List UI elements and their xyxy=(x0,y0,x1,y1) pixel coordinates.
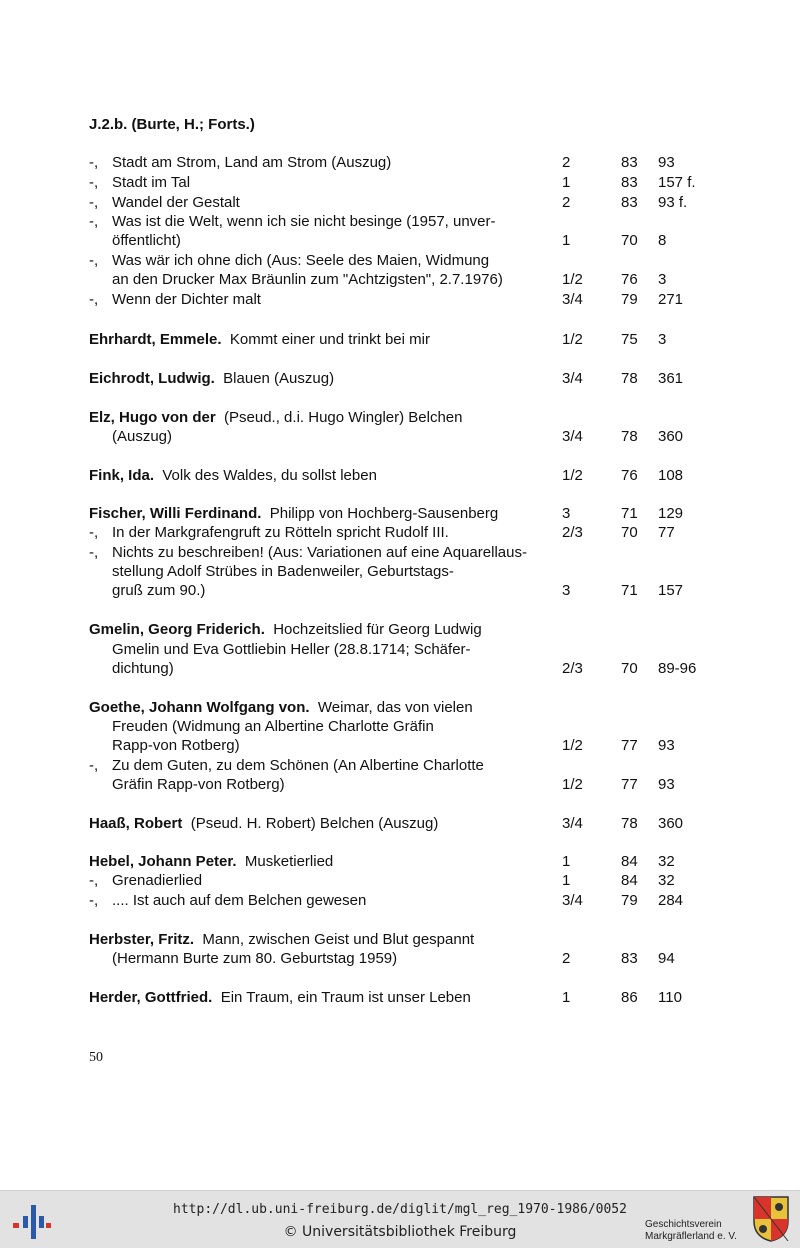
title-text: gruß zum 90.) xyxy=(112,582,206,599)
author-name: Gmelin, Georg Friderich. xyxy=(89,621,265,638)
issue-number: 1/2 xyxy=(562,331,583,348)
entry-row xyxy=(89,581,729,601)
entry-text xyxy=(89,330,430,350)
issue-number: 1/2 xyxy=(562,737,583,754)
entry-text xyxy=(89,408,462,428)
entry-text xyxy=(89,193,240,213)
entry-row xyxy=(89,543,729,563)
issue-number: 1 xyxy=(562,872,571,889)
volume-number: 79 xyxy=(621,892,638,909)
entry-text xyxy=(112,640,471,660)
entry-text xyxy=(89,620,482,640)
page-reference: 360 xyxy=(658,428,684,445)
title-text: Zu dem Guten, zu dem Schönen (An Albertine Charlotte xyxy=(112,757,484,774)
title-text: Kommt einer und trinkt bei mir xyxy=(229,331,430,348)
issue-number: 2 xyxy=(562,950,571,967)
entry-row xyxy=(89,756,729,776)
page-reference: 157 f. xyxy=(658,174,696,191)
author-name: Elz, Hugo von der xyxy=(89,409,216,426)
page-reference: 8 xyxy=(658,232,667,249)
entry-row xyxy=(89,270,729,290)
page-reference: 93 xyxy=(658,154,675,171)
title-text: Ein Traum, ein Traum ist unser Leben xyxy=(220,989,471,1006)
page-reference: 284 xyxy=(658,892,684,909)
section-heading: J.2.b. (Burte, H.; Forts.) xyxy=(89,116,255,133)
entry-text xyxy=(112,775,285,795)
entry-text xyxy=(89,290,261,310)
dash-prefix: -, xyxy=(89,154,99,171)
entry-row xyxy=(89,290,729,310)
entry-text xyxy=(89,466,377,486)
title-text: Volk des Waldes, du sollst leben xyxy=(162,467,377,484)
entry-row xyxy=(89,640,729,660)
entry-row xyxy=(89,212,729,232)
issue-number: 1/2 xyxy=(562,467,583,484)
entry-text xyxy=(89,523,449,543)
entry-row xyxy=(89,251,729,271)
issue-number: 3/4 xyxy=(562,370,583,387)
issue-number: 1 xyxy=(562,989,571,1006)
coat-of-arms-icon xyxy=(752,1195,790,1243)
entry-text xyxy=(89,212,496,232)
entry-text xyxy=(112,231,181,251)
title-text: Blauen (Auszug) xyxy=(223,370,335,387)
entry-text xyxy=(89,988,471,1008)
entry-row xyxy=(89,620,729,640)
page-reference: 32 xyxy=(658,853,675,870)
dash-prefix: -, xyxy=(89,757,99,774)
dash-prefix: -, xyxy=(89,213,99,230)
page-reference: 129 xyxy=(658,505,684,522)
author-name: Fink, Ida. xyxy=(89,467,155,484)
volume-number: 78 xyxy=(621,370,638,387)
issue-number: 1/2 xyxy=(562,271,583,288)
issue-number: 2/3 xyxy=(562,660,583,677)
title-text: Gräfin Rapp-von Rotberg) xyxy=(112,776,285,793)
volume-number: 76 xyxy=(621,467,638,484)
issue-number: 3 xyxy=(562,582,571,599)
entry-row xyxy=(89,852,729,872)
volume-number: 78 xyxy=(621,428,638,445)
page-reference: 361 xyxy=(658,370,684,387)
page-reference: 94 xyxy=(658,950,675,967)
title-text: Was ist die Welt, wenn ich sie nicht besinge (1957, unver- xyxy=(112,213,496,230)
entry-row xyxy=(89,369,729,389)
entry-text xyxy=(112,717,434,737)
entry-text xyxy=(89,251,489,271)
page-reference: 93 xyxy=(658,776,675,793)
volume-number: 83 xyxy=(621,174,638,191)
title-text: Nichts zu beschreiben! (Aus: Variationen auf eine Aquarellaus- xyxy=(112,544,527,561)
entry-row xyxy=(89,562,729,582)
title-text: Stadt im Tal xyxy=(112,174,191,191)
society-line-1: Geschichtsverein xyxy=(645,1219,722,1230)
entry-row xyxy=(89,698,729,718)
author-name: Ehrhardt, Emmele. xyxy=(89,331,222,348)
author-name: Herbster, Fritz. xyxy=(89,931,195,948)
issue-number: 3 xyxy=(562,505,571,522)
entry-text xyxy=(112,427,172,447)
entry-row xyxy=(89,427,729,447)
title-text: (Auszug) xyxy=(112,428,173,445)
title-text: Philipp von Hochberg-Sausenberg xyxy=(269,505,499,522)
entry-row xyxy=(89,523,729,543)
title-text: Wenn der Dichter malt xyxy=(112,291,261,308)
page-reference: 3 xyxy=(658,271,667,288)
volume-number: 70 xyxy=(621,232,638,249)
entry-row xyxy=(89,891,729,911)
volume-number: 86 xyxy=(621,989,638,1006)
entry-text xyxy=(112,562,454,582)
title-text: stellung Adolf Strübes in Badenweiler, Geburtstags- xyxy=(112,563,454,580)
title-text: (Pseud., d.i. Hugo Wingler) Belchen xyxy=(224,409,463,426)
entry-row xyxy=(89,988,729,1008)
title-text: Wandel der Gestalt xyxy=(112,194,240,211)
title-text: an den Drucker Max Bräunlin zum "Achtzigsten", 2.7.1976) xyxy=(112,271,503,288)
entry-row xyxy=(89,504,729,524)
entry-text xyxy=(89,504,498,524)
document-url-link[interactable]: http://dl.ub.uni-freiburg.de/diglit/mgl_reg_1970-1986/0052 xyxy=(173,1202,627,1217)
issue-number: 1 xyxy=(562,174,571,191)
entry-text xyxy=(89,153,391,173)
entry-row xyxy=(89,153,729,173)
title-text: Rapp-von Rotberg) xyxy=(112,737,240,754)
dash-prefix: -, xyxy=(89,524,99,541)
entry-row xyxy=(89,871,729,891)
page-reference: 32 xyxy=(658,872,675,889)
volume-number: 70 xyxy=(621,660,638,677)
entry-row xyxy=(89,173,729,193)
entry-text xyxy=(89,369,334,389)
issue-number: 2/3 xyxy=(562,524,583,541)
entry-text xyxy=(112,270,503,290)
entry-row xyxy=(89,193,729,213)
page-number: 50 xyxy=(89,1050,103,1065)
volume-number: 70 xyxy=(621,524,638,541)
entry-text xyxy=(89,871,202,891)
title-text: dichtung) xyxy=(112,660,174,677)
volume-number: 84 xyxy=(621,872,638,889)
dash-prefix: -, xyxy=(89,291,99,308)
dash-prefix: -, xyxy=(89,174,99,191)
issue-number: 3/4 xyxy=(562,428,583,445)
issue-number: 1 xyxy=(562,853,571,870)
page-reference: 89-96 xyxy=(658,660,697,677)
page-reference: 271 xyxy=(658,291,684,308)
dash-prefix: -, xyxy=(89,892,99,909)
entry-text xyxy=(89,756,484,776)
title-text: Weimar, das von vielen xyxy=(317,699,473,716)
issue-number: 2 xyxy=(562,194,571,211)
entry-row xyxy=(89,814,729,834)
entry-text xyxy=(89,543,527,563)
author-name: Eichrodt, Ludwig. xyxy=(89,370,215,387)
title-text: In der Markgrafengruft zu Rötteln spricht Rudolf III. xyxy=(112,524,449,541)
viewer-footer xyxy=(0,1190,800,1248)
issue-number: 3/4 xyxy=(562,815,583,832)
dash-prefix: -, xyxy=(89,252,99,269)
entry-row xyxy=(89,466,729,486)
volume-number: 83 xyxy=(621,154,638,171)
volume-number: 71 xyxy=(621,505,638,522)
title-text: Mann, zwischen Geist und Blut gespannt xyxy=(202,931,475,948)
page-reference: 93 xyxy=(658,737,675,754)
author-name: Fischer, Willi Ferdinand. xyxy=(89,505,262,522)
volume-number: 77 xyxy=(621,737,638,754)
title-text: Hochzeitslied für Georg Ludwig xyxy=(273,621,482,638)
entry-text xyxy=(89,930,474,950)
entry-row xyxy=(89,408,729,428)
page-reference: 93 f. xyxy=(658,194,688,211)
dash-prefix: -, xyxy=(89,872,99,889)
page-reference: 157 xyxy=(658,582,684,599)
page-reference: 3 xyxy=(658,331,667,348)
entry-row xyxy=(89,949,729,969)
entry-text xyxy=(89,852,333,872)
copyright-text: © Universitätsbibliothek Freiburg xyxy=(283,1224,517,1240)
title-text: (Hermann Burte zum 80. Geburtstag 1959) xyxy=(112,950,398,967)
entry-row xyxy=(89,736,729,756)
title-text: Stadt am Strom, Land am Strom (Auszug) xyxy=(112,154,392,171)
volume-number: 83 xyxy=(621,194,638,211)
entry-text xyxy=(89,173,190,193)
author-name: Goethe, Johann Wolfgang von. xyxy=(89,699,310,716)
author-name: Haaß, Robert xyxy=(89,815,183,832)
page-reference: 77 xyxy=(658,524,675,541)
page-reference: 360 xyxy=(658,815,684,832)
title-text: (Pseud. H. Robert) Belchen (Auszug) xyxy=(190,815,439,832)
title-text: Gmelin und Eva Gottliebin Heller (28.8.1714; Schäfer- xyxy=(112,641,471,658)
author-name: Herder, Gottfried. xyxy=(89,989,213,1006)
volume-number: 78 xyxy=(621,815,638,832)
society-line-2: Markgräflerland e. V. xyxy=(645,1231,737,1242)
issue-number: 2 xyxy=(562,154,571,171)
page-reference: 108 xyxy=(658,467,684,484)
dash-prefix: -, xyxy=(89,544,99,561)
entry-text xyxy=(112,659,174,679)
volume-number: 79 xyxy=(621,291,638,308)
title-text: öffentlicht) xyxy=(112,232,181,249)
entry-row xyxy=(89,231,729,251)
volume-number: 83 xyxy=(621,950,638,967)
volume-number: 77 xyxy=(621,776,638,793)
title-text: .... Ist auch auf dem Belchen gewesen xyxy=(112,892,367,909)
entry-text xyxy=(112,581,205,601)
entry-text xyxy=(89,814,438,834)
entry-row xyxy=(89,330,729,350)
volume-number: 76 xyxy=(621,271,638,288)
title-text: Musketierlied xyxy=(244,853,334,870)
volume-number: 75 xyxy=(621,331,638,348)
page-reference: 110 xyxy=(658,989,682,1006)
society-name xyxy=(645,1219,737,1243)
volume-number: 71 xyxy=(621,582,638,599)
entry-row xyxy=(89,717,729,737)
issue-number: 3/4 xyxy=(562,892,583,909)
entry-row xyxy=(89,930,729,950)
issue-number: 1/2 xyxy=(562,776,583,793)
issue-number: 1 xyxy=(562,232,571,249)
title-text: Was wär ich ohne dich (Aus: Seele des Maien, Widmung xyxy=(112,252,490,269)
dash-prefix: -, xyxy=(89,194,99,211)
author-name: Hebel, Johann Peter. xyxy=(89,853,237,870)
title-text: Freuden (Widmung an Albertine Charlotte Gräfin xyxy=(112,718,434,735)
entry-row xyxy=(89,659,729,679)
entry-text xyxy=(89,698,473,718)
issue-number: 3/4 xyxy=(562,291,583,308)
entry-text xyxy=(112,949,397,969)
entry-text xyxy=(112,736,240,756)
entry-row xyxy=(89,775,729,795)
entry-text xyxy=(89,891,366,911)
title-text: Grenadierlied xyxy=(112,872,203,889)
volume-number: 84 xyxy=(621,853,638,870)
